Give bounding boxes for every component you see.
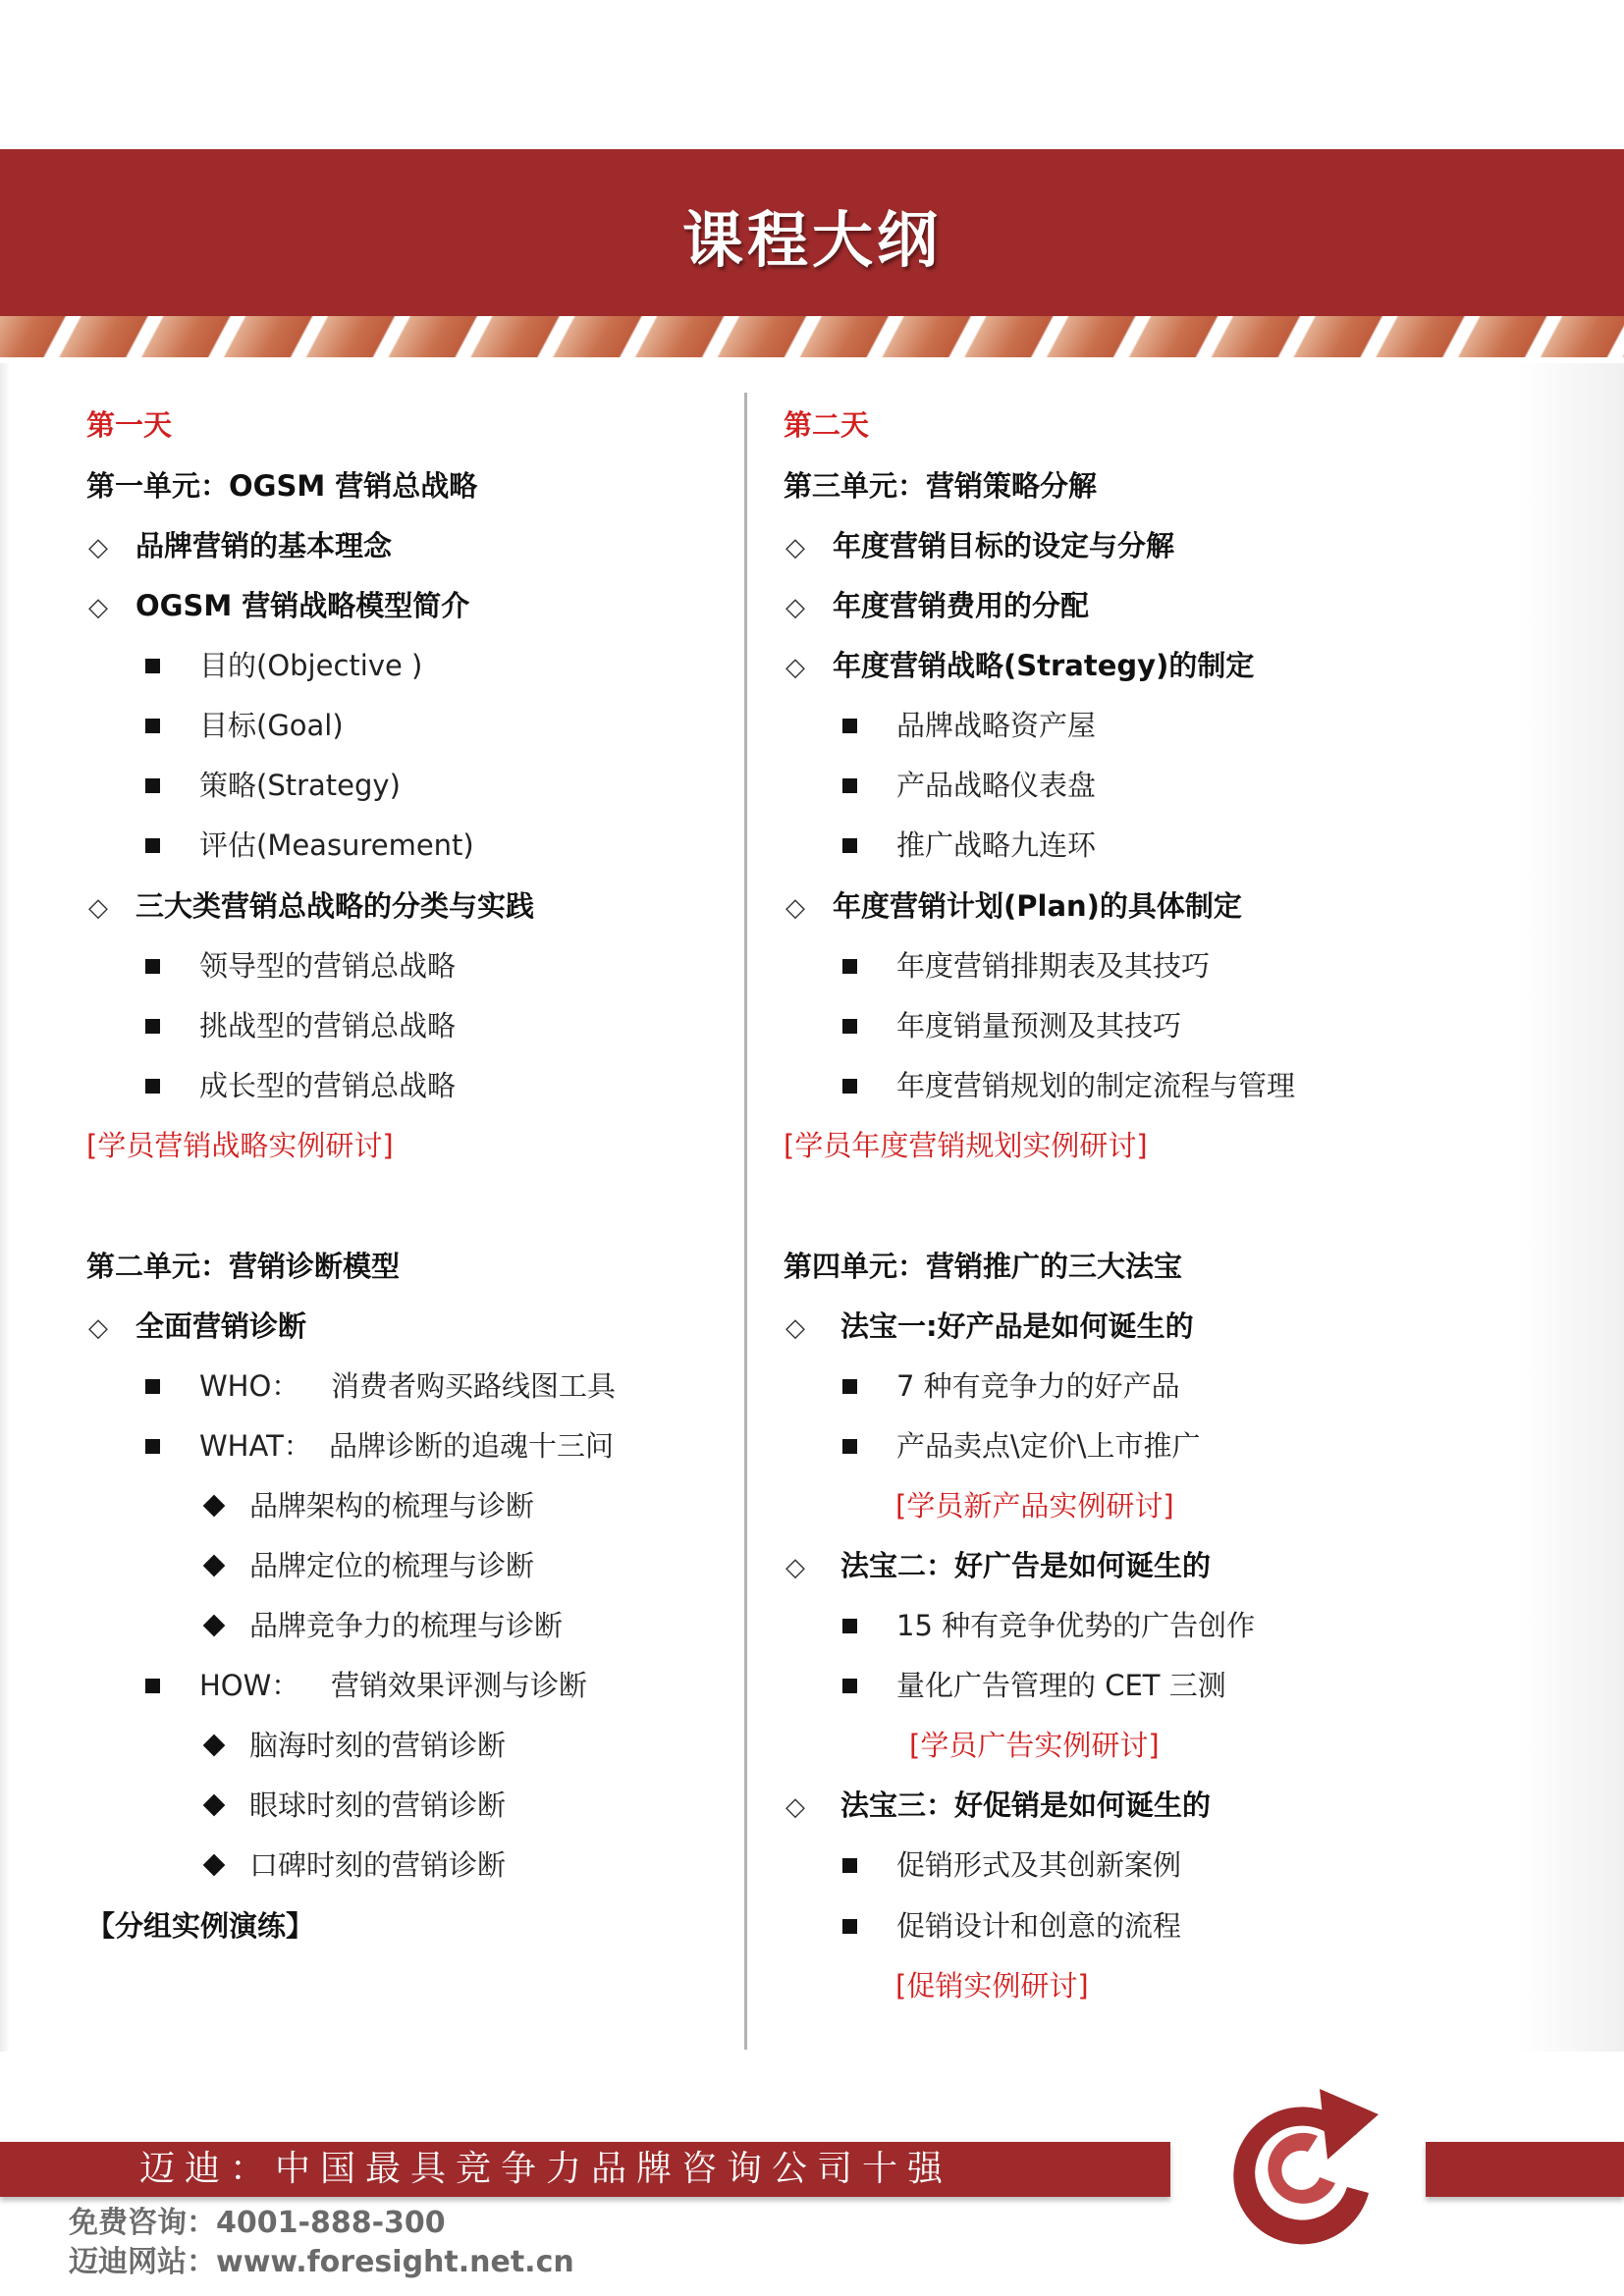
hollow-diamond-bullet-icon: ◇ xyxy=(785,1313,805,1343)
unit2-what-sub2: 品牌定位的梳理与诊断 xyxy=(206,1548,534,1583)
unit2-what: WHAT： 品牌诊断的追魂十三问 xyxy=(145,1428,614,1464)
square-bullet-icon xyxy=(145,1379,160,1394)
unit4-item2-sub1: 15 种有竞争优势的广告创作 xyxy=(842,1608,1255,1643)
unit4-item1-workshop: [学员新产品实例研讨] xyxy=(895,1489,1174,1522)
footer-website[interactable]: 迈迪网站：www.foresight.net.cn xyxy=(69,2245,574,2279)
square-bullet-icon xyxy=(842,1679,857,1693)
unit4-item3-sub2: 促销设计和创意的流程 xyxy=(842,1908,1181,1944)
square-bullet-icon xyxy=(842,1019,857,1034)
square-bullet-icon xyxy=(145,719,160,733)
unit4-item2-workshop: [学员广告实例研讨] xyxy=(909,1729,1160,1762)
unit2-who: WHO： 消费者购买路线图工具 xyxy=(145,1368,616,1404)
square-bullet-icon xyxy=(145,1679,160,1693)
unit2-how: HOW： 营销效果评测与诊断 xyxy=(145,1668,587,1703)
square-bullet-icon xyxy=(842,1379,857,1394)
unit1-item2-sub1: 目的(Objective ) xyxy=(145,648,422,683)
decorative-stripe-band xyxy=(0,316,1624,357)
hollow-diamond-bullet-icon: ◇ xyxy=(785,1553,805,1582)
footer-band-right xyxy=(1426,2142,1624,2197)
hollow-diamond-bullet-icon: ◇ xyxy=(785,653,805,682)
unit1-title: 第一单元：OGSM 营销总战略 xyxy=(86,469,478,503)
unit3-item3-sub3: 推广战略九连环 xyxy=(842,828,1096,863)
unit2-what-sub3: 品牌竞争力的梳理与诊断 xyxy=(206,1608,563,1643)
unit3-item3: ◇ 年度营销战略(Strategy)的制定 xyxy=(785,648,1254,683)
unit4-item3-workshop: [促销实例研讨] xyxy=(895,1969,1089,2002)
square-bullet-icon xyxy=(842,1919,857,1934)
unit3-item1: ◇ 年度营销目标的设定与分解 xyxy=(785,528,1174,563)
diamond-bullet-icon xyxy=(203,1735,226,1757)
unit1-item1: ◇ 品牌营销的基本理念 xyxy=(88,528,392,563)
square-bullet-icon xyxy=(842,1439,857,1454)
footer-phone: 免费咨询：4001-888-300 xyxy=(69,2206,446,2240)
unit2-how-sub3: 口碑时刻的营销诊断 xyxy=(206,1847,506,1883)
hollow-diamond-bullet-icon: ◇ xyxy=(785,593,805,622)
unit3-item4: ◇ 年度营销计划(Plan)的具体制定 xyxy=(785,888,1242,924)
unit2-how-sub2: 眼球时刻的营销诊断 xyxy=(206,1788,506,1823)
unit3-item2: ◇ 年度营销费用的分配 xyxy=(785,588,1089,623)
unit3-title: 第三单元：营销策略分解 xyxy=(784,469,1098,503)
square-bullet-icon xyxy=(145,1019,160,1034)
unit1-item2: ◇ OGSM 营销战略模型简介 xyxy=(88,588,469,623)
diamond-bullet-icon xyxy=(203,1854,226,1877)
square-bullet-icon xyxy=(842,719,857,733)
unit4-item3: ◇ 法宝三：好促销是如何诞生的 xyxy=(785,1788,1211,1823)
unit1-workshop: [学员营销战略实例研讨] xyxy=(86,1129,394,1162)
unit1-item2-sub2: 目标(Goal) xyxy=(145,708,344,743)
unit4-title: 第四单元：营销推广的三大法宝 xyxy=(784,1250,1183,1283)
square-bullet-icon xyxy=(842,959,857,974)
left-edge-shadow xyxy=(0,363,10,2052)
square-bullet-icon xyxy=(842,838,857,853)
hollow-diamond-bullet-icon: ◇ xyxy=(88,593,108,622)
unit3-item4-sub1: 年度营销排期表及其技巧 xyxy=(842,948,1210,984)
diamond-bullet-icon xyxy=(203,1615,226,1637)
unit1-item2-sub3: 策略(Strategy) xyxy=(145,768,401,803)
unit3-item3-sub2: 产品战略仪表盘 xyxy=(842,768,1096,803)
unit4-item3-sub1: 促销形式及其创新案例 xyxy=(842,1847,1181,1883)
unit3-item4-sub2: 年度销量预测及其技巧 xyxy=(842,1008,1181,1043)
column-divider xyxy=(744,393,747,2050)
company-logo-icon xyxy=(1210,2075,1396,2262)
unit1-item3: ◇ 三大类营销总战略的分类与实践 xyxy=(88,888,534,924)
square-bullet-icon xyxy=(145,1439,160,1454)
unit2-workshop: 【分组实例演练】 xyxy=(86,1909,315,1943)
unit2-what-sub1: 品牌架构的梳理与诊断 xyxy=(206,1488,534,1523)
square-bullet-icon xyxy=(145,838,160,853)
square-bullet-icon xyxy=(145,1079,160,1094)
square-bullet-icon xyxy=(842,1079,857,1094)
unit3-item4-sub3: 年度营销规划的制定流程与管理 xyxy=(842,1068,1295,1103)
unit2-title: 第二单元：营销诊断模型 xyxy=(86,1250,401,1283)
unit1-item2-sub4: 评估(Measurement) xyxy=(145,828,474,863)
hollow-diamond-bullet-icon: ◇ xyxy=(88,533,108,562)
day-two-label: 第二天 xyxy=(784,408,870,442)
diamond-bullet-icon xyxy=(203,1794,226,1817)
square-bullet-icon xyxy=(145,659,160,673)
square-bullet-icon xyxy=(145,959,160,974)
hollow-diamond-bullet-icon: ◇ xyxy=(785,1792,805,1822)
unit4-item2: ◇ 法宝二：好广告是如何诞生的 xyxy=(785,1548,1211,1583)
hollow-diamond-bullet-icon: ◇ xyxy=(785,533,805,562)
unit4-item1-sub2: 产品卖点\定价\上市推广 xyxy=(842,1428,1201,1464)
square-bullet-icon xyxy=(842,1619,857,1633)
unit4-item1: ◇ 法宝一:好产品是如何诞生的 xyxy=(785,1308,1194,1344)
unit3-item3-sub1: 品牌战略资产屋 xyxy=(842,708,1096,743)
diamond-bullet-icon xyxy=(203,1495,226,1518)
diamond-bullet-icon xyxy=(203,1555,226,1577)
footer-slogan: 迈迪：中国最具竞争力品牌咨询公司十强 xyxy=(139,2149,953,2189)
unit3-workshop: [学员年度营销规划实例研讨] xyxy=(784,1129,1148,1162)
day-one-label: 第一天 xyxy=(86,408,173,442)
unit4-item2-sub2: 量化广告管理的 CET 三测 xyxy=(842,1668,1226,1703)
unit1-item3-sub3: 成长型的营销总战略 xyxy=(145,1068,456,1103)
square-bullet-icon xyxy=(145,778,160,793)
hollow-diamond-bullet-icon: ◇ xyxy=(785,893,805,923)
right-edge-shadow xyxy=(1516,363,1624,2052)
unit4-item1-sub1: 7 种有竞争力的好产品 xyxy=(842,1368,1180,1404)
hollow-diamond-bullet-icon: ◇ xyxy=(88,1313,108,1343)
unit1-item3-sub1: 领导型的营销总战略 xyxy=(145,948,456,984)
page-title: 课程大纲 xyxy=(681,204,942,276)
square-bullet-icon xyxy=(842,778,857,793)
unit2-how-sub1: 脑海时刻的营销诊断 xyxy=(206,1728,506,1763)
unit2-item1: ◇ 全面营销诊断 xyxy=(88,1308,306,1344)
unit1-item3-sub2: 挑战型的营销总战略 xyxy=(145,1008,456,1043)
square-bullet-icon xyxy=(842,1858,857,1873)
hollow-diamond-bullet-icon: ◇ xyxy=(88,893,108,923)
